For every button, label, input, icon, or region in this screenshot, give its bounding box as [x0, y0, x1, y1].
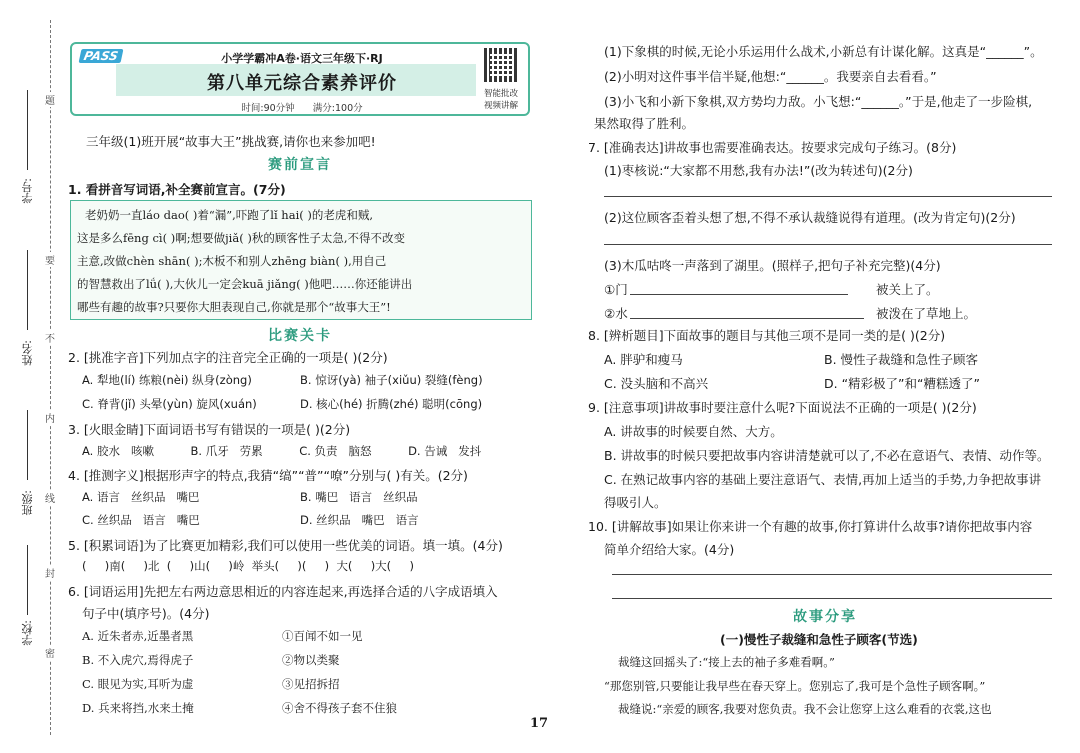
series-title: 小学学霸冲A卷·语文三年级下·RJ	[221, 52, 383, 65]
q4-option-b[interactable]: B. 嘴巴 语言 丝织品	[300, 490, 418, 504]
exam-header	[70, 42, 530, 116]
q1-passage-box	[70, 200, 532, 320]
q7-example-2-end: 被泼在了草地上。	[876, 306, 977, 321]
q6-right-item[interactable]: ②物以类聚	[282, 653, 340, 667]
q10-stem: 10. [讲解故事]如果让你来讲一个有趣的故事,你打算讲什么故事?请你把故事内容	[588, 519, 1033, 534]
seal-char: 题	[45, 92, 55, 107]
q7-part-2: (2)这位顾客歪着头想了想,不得不承认裁缝说得有道理。(改为肯定句)(2分)	[604, 210, 1016, 225]
answer-line[interactable]	[612, 598, 1052, 599]
q1-stem: 1. 看拼音写词语,补全赛前宣言。(7分)	[68, 182, 286, 197]
section-title-2: 比赛关卡	[268, 328, 332, 344]
q1-line: 这是多么fēng cì( )啊;想要做jiǎ( )秋的顾客性子太急,不得不改变	[77, 231, 405, 245]
class-field[interactable]	[27, 410, 28, 480]
story-paragraph: 裁缝说:“亲爱的顾客,我要对您负责。我不会让您穿上这么难看的衣裳,这也	[618, 702, 992, 716]
seal-char: 不	[45, 330, 55, 345]
q6-left-item[interactable]: D. 兵来将挡,水来土掩	[82, 701, 194, 715]
q8-option-c[interactable]: C. 没头脑和不高兴	[604, 376, 709, 391]
answer-line[interactable]	[604, 196, 1052, 197]
answer-line[interactable]	[630, 294, 848, 295]
section-title-3: 故事分享	[793, 609, 857, 625]
answer-line[interactable]	[630, 318, 864, 319]
q4-option-c[interactable]: C. 丝织品 语言 嘴巴	[82, 513, 200, 527]
q3-options[interactable]: A. 胶水 咳嗽 B. 爪牙 劳累 C. 负责 脑怒 D. 告诫 发抖	[82, 444, 482, 458]
q6-left-item[interactable]: C. 眼见为实,耳听为虚	[82, 677, 194, 691]
q6-right-item[interactable]: ①百闻不如一见	[282, 629, 363, 643]
q6-stem-2: 句子中(填序号)。(4分)	[82, 606, 210, 621]
q4-option-d[interactable]: D. 丝织品 嘴巴 语言	[300, 513, 419, 527]
q6-right-item[interactable]: ④舍不得孩子套不住狼	[282, 701, 397, 715]
q8-stem: 8. [辨析题目]下面故事的题目与其他三项不是同一类的是( )(2分)	[588, 328, 946, 343]
q4-stem: 4. [推测字义]根据形声字的特点,我猜“缟”“普”“嘹”分别与( )有关。(2分)	[68, 468, 468, 483]
q6-sentence-3-cont: 果然取得了胜利。	[594, 116, 695, 131]
intro-text: 三年级(1)班开展“故事大王”挑战赛,请你也来参加吧!	[86, 134, 376, 149]
q6-right-item[interactable]: ③见招拆招	[282, 677, 340, 691]
seal-char: 内	[45, 410, 55, 425]
q2-option-c[interactable]: C. 脊背(jǐ) 头晕(yùn) 旋风(xuán)	[82, 397, 257, 411]
q4-option-a[interactable]: A. 语言 丝织品 嘴巴	[82, 490, 200, 504]
q6-stem: 6. [词语运用]先把左右两边意思相近的内容连起来,再选择合适的八字成语填入	[68, 584, 498, 599]
q5-blanks[interactable]: ( )南( )北 ( )山( )岭 举头( )( ) 大( )大( )	[82, 559, 414, 573]
q8-option-a[interactable]: A. 胖驴和瘦马	[604, 352, 683, 367]
school-label: 学校:	[21, 620, 34, 646]
story-paragraph: “那您别管,只要能让我早些在春天穿上。您别忘了,我可是个急性子顾客啊。”	[604, 679, 986, 693]
seal-char: 密	[45, 645, 55, 660]
page-number: 17	[530, 716, 549, 731]
answer-line[interactable]	[612, 574, 1052, 575]
name-label: 姓名:	[21, 340, 34, 366]
exam-meta: 时间:90分钟 满分:100分	[241, 103, 363, 114]
q8-option-d[interactable]: D. “精彩极了”和“糟糕透了”	[824, 376, 980, 391]
q5-stem: 5. [积累词语]为了比赛更加精彩,我们可以使用一些优美的词语。填一填。(4分)	[68, 538, 503, 553]
name-field[interactable]	[27, 250, 28, 330]
q3-stem: 3. [火眼金睛]下面词语书写有错误的一项是( )(2分)	[68, 422, 351, 437]
q9-option-c-cont: 得吸引人。	[604, 495, 667, 510]
q2-option-d[interactable]: D. 核心(hé) 折腾(zhé) 聪明(cōng)	[300, 397, 483, 411]
q9-option-c[interactable]: C. 在熟记故事内容的基础上要注意语气、表情,再加上适当的手势,力争把故事讲	[604, 472, 1042, 487]
q6-sentence-1[interactable]: (1)下象棋的时候,无论小乐运用什么战术,小新总有计谋化解。这真是“______”。	[604, 44, 1043, 59]
q9-stem: 9. [注意事项]讲故事时要注意什么呢?下面说法不正确的一项是( )(2分)	[588, 400, 977, 415]
q2-option-a[interactable]: A. 犁地(lí) 练粮(nèi) 纵身(zòng)	[82, 373, 252, 387]
unit-title: 第八单元综合素养评价	[207, 73, 397, 94]
cut-line	[50, 20, 51, 735]
q7-example-1-end: 被关上了。	[876, 282, 939, 297]
q9-option-a[interactable]: A. 讲故事的时候要自然、大方。	[604, 424, 783, 439]
story-paragraph: 裁缝这回摇头了:“接上去的袖子多难看啊。”	[618, 655, 835, 669]
seal-char: 要	[45, 252, 55, 267]
q7-stem: 7. [准确表达]讲故事也需要准确表达。按要求完成句子练习。(8分)	[588, 140, 957, 155]
section-title-1: 赛前宣言	[268, 157, 332, 173]
q7-example-2-start: ②水	[604, 306, 628, 321]
class-label: 班级:	[21, 490, 34, 516]
q6-sentence-2[interactable]: (2)小明对这件事半信半疑,他想:“______。我要亲自去看看。”	[604, 69, 937, 84]
q2-stem: 2. [挑准字音]下列加点字的注音完全正确的一项是( )(2分)	[68, 350, 388, 365]
story-title: (一)慢性子裁缝和急性子顾客(节选)	[720, 632, 918, 647]
seal-char: 线	[45, 490, 55, 505]
school-field[interactable]	[27, 545, 28, 615]
student-id-label: 学号:	[21, 178, 34, 204]
q6-sentence-3[interactable]: (3)小飞和小新下象棋,双方势均力敌。小飞想:“______。”于是,他走了一步险棋,	[604, 94, 1033, 109]
q6-left-item[interactable]: B. 不入虎穴,焉得虎子	[82, 653, 194, 667]
q1-line: 哪些有趣的故事?只要你大胆表现自己,你就是那个“故事大王”!	[77, 300, 391, 314]
q8-option-b[interactable]: B. 慢性子裁缝和急性子顾客	[824, 352, 979, 367]
q7-part-3: (3)木瓜咕咚一声落到了湖里。(照样子,把句子补充完整)(4分)	[604, 258, 941, 273]
q1-line: 老奶奶一直láo dao( )着“漏”,吓跑了lǐ hai( )的老虎和贼,	[85, 208, 374, 222]
seal-char: 封	[45, 565, 55, 580]
q7-example-1-start: ①门	[604, 282, 628, 297]
binding-margin	[0, 0, 64, 753]
q7-part-1: (1)枣核说:“大家都不用愁,我有办法!”(改为转述句)(2分)	[604, 163, 913, 178]
student-id-field[interactable]	[27, 90, 28, 170]
q6-left-item[interactable]: A. 近朱者赤,近墨者黑	[82, 629, 194, 643]
pass-logo: PASS	[79, 49, 124, 63]
qr-label: 智能批改 视频讲解	[483, 89, 518, 111]
q10-stem-2: 简单介绍给大家。(4分)	[604, 542, 735, 557]
q1-line: 主意,改做chèn shān( );木板不和别人zhēng biàn( ),用自己	[77, 254, 387, 268]
q2-option-b[interactable]: B. 惊讶(yà) 袖子(xiǔu) 裂缝(fèng)	[300, 373, 483, 387]
q1-line: 的智慧救出了lǘ( ),大伙儿一定会kuā jiǎng( )他吧……你还能讲出	[77, 277, 413, 291]
q9-option-b[interactable]: B. 讲故事的时候只要把故事内容讲清楚就可以了,不必在意语气、表情、动作等。	[604, 448, 1050, 463]
qr-code-icon[interactable]	[484, 48, 518, 82]
answer-line[interactable]	[604, 244, 1052, 245]
